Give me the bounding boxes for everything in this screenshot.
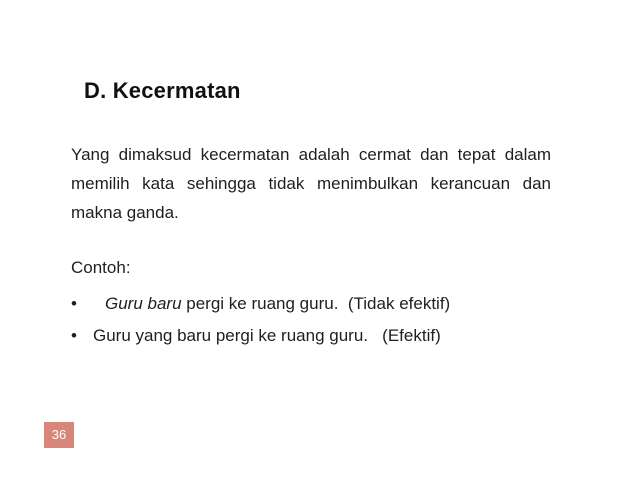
example-list: [71, 288, 450, 352]
bullet-marker: •: [71, 326, 77, 345]
slide-title: D. Kecermatan: [84, 78, 241, 103]
example-text: Guru yang baru pergi ke ruang guru. (Efektif): [93, 326, 441, 345]
list-item: [71, 320, 450, 352]
list-item: [71, 288, 450, 320]
example-label: Contoh:: [71, 258, 131, 277]
page-number-badge: 36: [44, 422, 74, 448]
bullet-marker: •: [71, 294, 77, 313]
definition-paragraph: Yang dimaksud kecermatan adalah cermat dan tepat dalam memilih kata sehingga tidak menimbulkan kerancuan dan makna ganda.: [71, 145, 551, 222]
example-text: pergi ke ruang guru. (Tidak efektif): [181, 294, 451, 313]
example-italic-text: Guru baru: [105, 294, 182, 313]
